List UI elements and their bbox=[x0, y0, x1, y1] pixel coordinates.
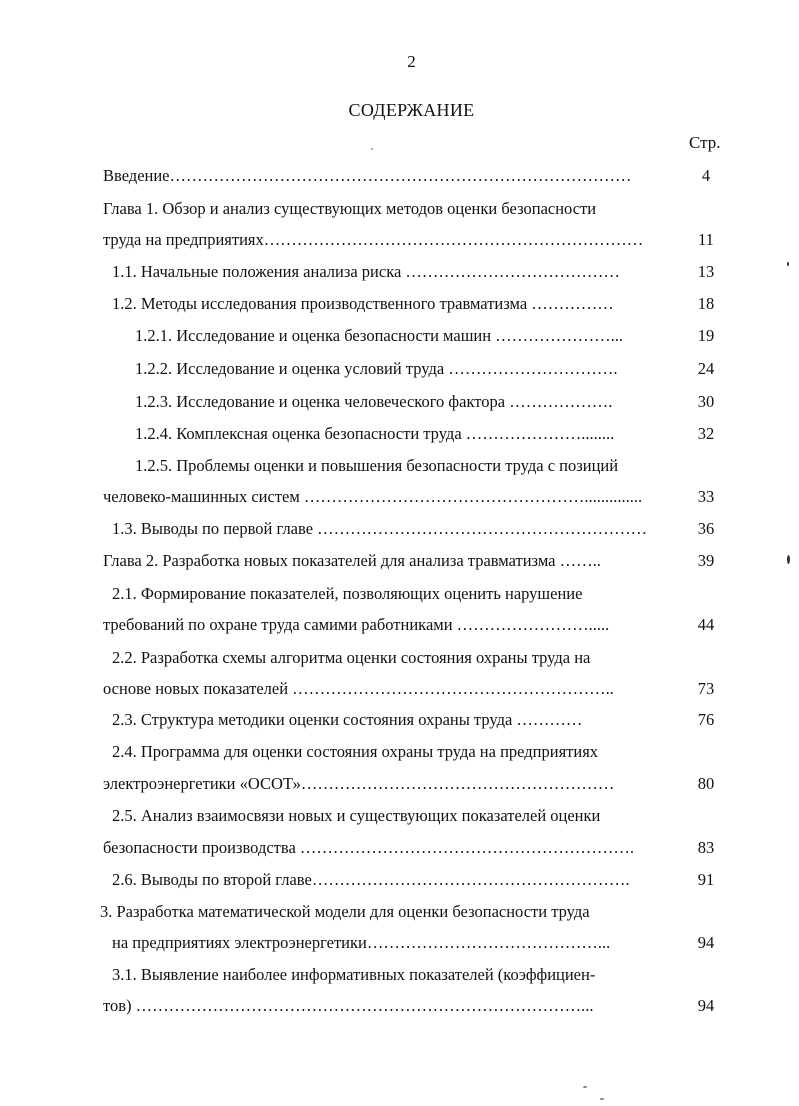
scan-speck bbox=[787, 262, 789, 266]
toc-line: Глава 2. Разработка новых показателей для анализа травматизма …….. bbox=[103, 551, 601, 570]
scan-speck bbox=[787, 555, 790, 564]
toc-line: человеко-машинных систем …………………………………………….............. bbox=[103, 487, 643, 506]
toc-line: 1.3. Выводы по первой главе …………………………………………………… bbox=[112, 519, 648, 538]
toc-line: Введение………………………………………………………………………… bbox=[103, 166, 632, 185]
toc-line: требований по охране труда самими работниками ……………………..... bbox=[103, 615, 610, 634]
toc-page-number: 91 bbox=[697, 870, 715, 889]
toc-page-number: 39 bbox=[697, 551, 715, 570]
scan-speck bbox=[600, 1098, 604, 1100]
page-title: СОДЕРЖАНИЕ bbox=[348, 100, 475, 120]
toc-line: труда на предприятиях…………………………………………………………… bbox=[103, 230, 644, 249]
toc-line: 3.1. Выявление наиболее информативных показателей (коэффициен- bbox=[112, 965, 596, 984]
toc-line: 2.2. Разработка схемы алгоритма оценки состояния охраны труда на bbox=[112, 648, 591, 667]
scan-speck bbox=[583, 1086, 587, 1088]
toc-line: тов) ………………………………………………………………………... bbox=[103, 996, 594, 1015]
toc-page-number: 18 bbox=[697, 294, 715, 313]
toc-line: 3. Разработка математической модели для оценки безопасности труда bbox=[100, 902, 590, 921]
toc-page-number: 24 bbox=[697, 359, 715, 378]
toc-line: 2.1. Формирование показателей, позволяющих оценить нарушение bbox=[112, 584, 583, 603]
toc-page-number: 36 bbox=[697, 519, 715, 538]
toc-page-number: 33 bbox=[697, 487, 715, 506]
toc-line: 1.2.2. Исследование и оценка условий труда …………………………. bbox=[135, 359, 618, 378]
toc-line: 1.2.4. Комплексная оценка безопасности труда …………………........ bbox=[135, 424, 615, 443]
toc-page-number: 44 bbox=[697, 615, 715, 634]
toc-page-number: 4 bbox=[701, 166, 711, 185]
toc-page-number: 94 bbox=[697, 933, 715, 952]
toc-line: 2.6. Выводы по второй главе…………………………………………………. bbox=[112, 870, 630, 889]
toc-line: Глава 1. Обзор и анализ существующих методов оценки безопасности bbox=[103, 199, 597, 218]
toc-line: 2.5. Анализ взаимосвязи новых и существующих показателей оценки bbox=[112, 806, 601, 825]
toc-page-number: 13 bbox=[697, 262, 715, 281]
toc-page-number: 19 bbox=[697, 326, 715, 345]
toc-page-number: 94 bbox=[697, 996, 715, 1015]
toc-page-number: 32 bbox=[697, 424, 715, 443]
toc-page-number: 76 bbox=[697, 710, 715, 729]
toc-line: основе новых показателей ………………………………………………….. bbox=[103, 679, 614, 698]
toc-line: 2.3. Структура методики оценки состояния охраны труда ………… bbox=[112, 710, 583, 729]
toc-line: 1.2.3. Исследование и оценка человеческого фактора ………………. bbox=[135, 392, 613, 411]
toc-page-number: 73 bbox=[697, 679, 715, 698]
toc-page-number: 11 bbox=[698, 230, 714, 249]
toc-line: 1.2. Методы исследования производственного травматизма …………… bbox=[112, 294, 614, 313]
toc-page-number: 30 bbox=[697, 392, 715, 411]
toc-line: 1.2.5. Проблемы оценки и повышения безопасности труда с позиций bbox=[135, 456, 619, 475]
toc-line: 1.2.1. Исследование и оценка безопасности машин …………………... bbox=[135, 326, 624, 345]
scan-speck bbox=[371, 148, 373, 150]
toc-page-number: 83 bbox=[697, 838, 715, 857]
toc-line: на предприятиях электроэнергетики……………………………………... bbox=[112, 933, 611, 952]
toc-line: электроэнергетики «ОСОТ»………………………………………………… bbox=[103, 774, 615, 793]
toc-page-number: 80 bbox=[697, 774, 715, 793]
toc-line: безопасности производства ……………………………………………………. bbox=[103, 838, 635, 857]
toc-line: 1.1. Начальные положения анализа риска ………………………………… bbox=[112, 262, 620, 281]
pages-column-header: Стр. bbox=[689, 133, 721, 152]
page-number: 2 bbox=[407, 52, 416, 71]
toc-line: 2.4. Программа для оценки состояния охраны труда на предприятиях bbox=[112, 742, 599, 761]
